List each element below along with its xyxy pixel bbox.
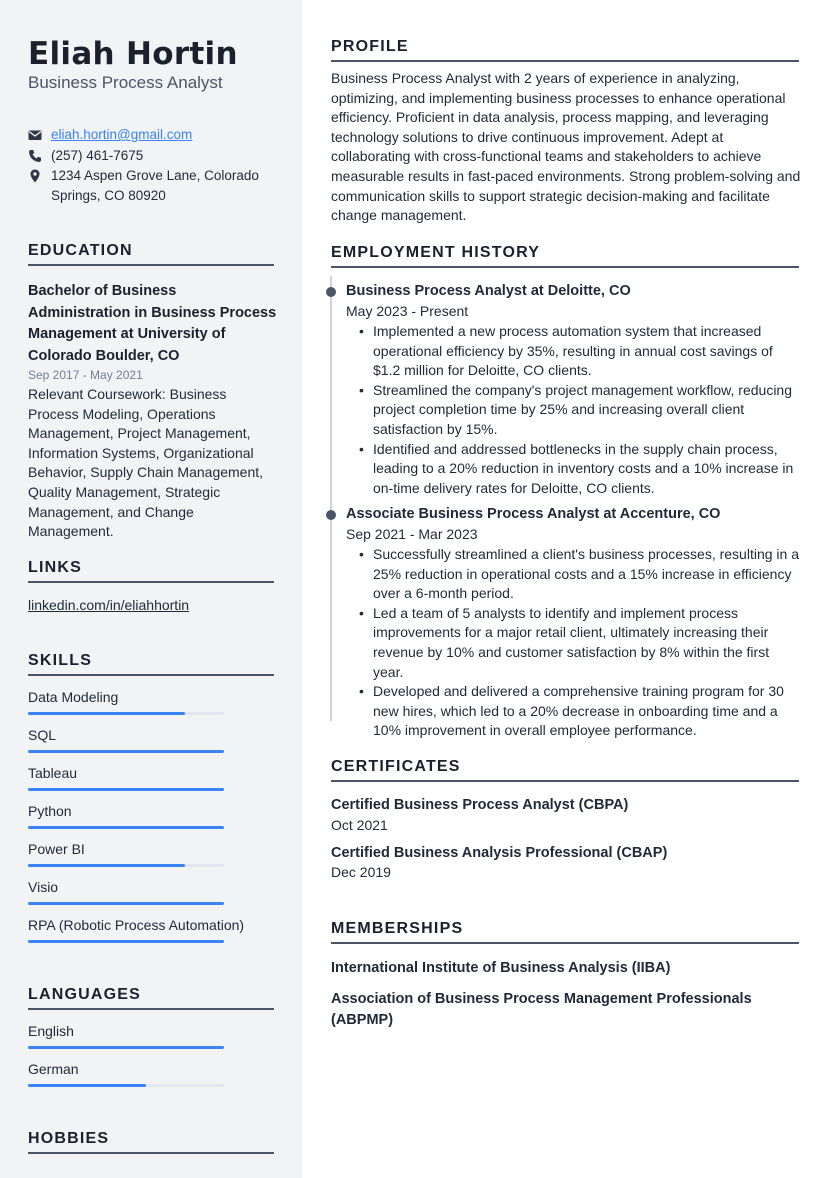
skill-name: SQL: [28, 727, 57, 743]
address-text: 1234 Aspen Grove Lane, Colorado Springs, CO 80920: [51, 168, 259, 203]
language-level-bar: [28, 1046, 224, 1049]
job-bullet: • Successfully streamlined a client's business processes, resulting in a 25% reduction in operational costs and a 15% increase in efficiency over a 6-month period.: [359, 546, 799, 602]
linkedin-link[interactable]: linkedin.com/in/eliahhortin: [28, 597, 190, 613]
certificate-name: Certified Business Process Analyst (CBPA): [331, 797, 629, 813]
employment-timeline: [330, 276, 332, 721]
certificate-date: Dec 2019: [331, 864, 391, 880]
job-bullets: [359, 545, 803, 741]
phone-icon: [28, 149, 42, 163]
language-name: German: [28, 1061, 79, 1077]
employment-heading: EMPLOYMENT HISTORY: [331, 244, 541, 261]
language-level-fill: [28, 1084, 146, 1087]
person-name: Eliah Hortin: [28, 36, 238, 72]
skill-level-bar: [28, 902, 224, 905]
certificates-heading: CERTIFICATES: [331, 758, 461, 775]
education-degree: Bachelor of Business Administration in Business Process Management at University of Colorado Boulder, CO: [28, 283, 277, 364]
job-bullet: • Led a team of 5 analysts to identify and implement process improvements for a major retail client, ultimately increasing their revenue by 10% and customer satisfaction by 8% within the first year.: [359, 604, 770, 680]
skill-level-bar: [28, 750, 224, 753]
language-level-fill: [28, 1046, 224, 1049]
phone-text: (257) 461-7675: [51, 148, 144, 163]
memberships-rule: [331, 942, 799, 944]
education-dates: Sep 2017 - May 2021: [28, 368, 143, 382]
job-dot: [326, 510, 336, 520]
skill-name: Tableau: [28, 765, 78, 781]
profile-rule: [331, 60, 799, 62]
certificate-name: Certified Business Analysis Professional (CBAP): [331, 845, 668, 861]
job-title: Business Process Analyst at Deloitte, CO: [346, 283, 631, 299]
skill-level-bar: [28, 826, 224, 829]
skill-level-fill: [28, 788, 224, 791]
skill-name: Data Modeling: [28, 689, 119, 705]
skill-level-bar: [28, 864, 224, 867]
skills-rule: [28, 674, 274, 676]
certificates-rule: [331, 780, 799, 782]
skill-name: RPA (Robotic Process Automation): [28, 917, 245, 933]
employment-rule: [331, 266, 799, 268]
skill-level-bar: [28, 788, 224, 791]
map-pin-icon: [28, 169, 42, 183]
hobbies-rule: [28, 1152, 274, 1154]
skill-name: Python: [28, 803, 72, 819]
skill-level-bar: [28, 940, 224, 943]
links-rule: [28, 581, 274, 583]
skill-level-bar: [28, 712, 224, 715]
envelope-icon: [28, 128, 42, 142]
skills-heading: SKILLS: [28, 652, 93, 669]
profile-heading: PROFILE: [331, 38, 409, 55]
job-dates: May 2023 - Present: [346, 303, 469, 319]
language-name: English: [28, 1023, 74, 1039]
contact-phone: [28, 146, 278, 166]
education-details: Relevant Coursework: Business Process Modeling, Operations Management, Project Management, Information Systems, Organizational Behavior, Supply Chain Management, Quality Management, Strategic Management, and Change Management.: [28, 386, 264, 540]
skill-name: Visio: [28, 879, 59, 895]
membership-item: Association of Business Process Management Professionals (ABPMP): [331, 991, 752, 1028]
skill-level-fill: [28, 826, 224, 829]
skill-name: Power BI: [28, 841, 85, 857]
skill-level-fill: [28, 940, 224, 943]
person-role: Business Process Analyst: [28, 73, 223, 92]
job-dot: [326, 287, 336, 297]
education-rule: [28, 264, 274, 266]
job-bullet: • Streamlined the company's project management workflow, reducing project completion time by 25% and increasing overall client satisfaction by 15%.: [359, 381, 792, 437]
skill-level-fill: [28, 750, 224, 753]
job-bullet: • Developed and delivered a comprehensive training program for 30 new hires, which led to a 20% decrease in onboarding time and a 10% improvement in overall employee performance.: [359, 683, 784, 739]
contact-address: [28, 166, 278, 206]
job-bullet: • Identified and addressed bottlenecks in the supply chain process, leading to a 20% reduction in inventory costs and a 10% increase in on-time delivery rates for Deloitte, CO clients.: [359, 440, 794, 496]
job-dates: Sep 2021 - Mar 2023: [346, 526, 478, 542]
language-level-bar: [28, 1084, 224, 1087]
skill-level-fill: [28, 712, 185, 715]
links-heading: LINKS: [28, 559, 82, 576]
languages-rule: [28, 1008, 274, 1010]
certificate-date: Oct 2021: [331, 817, 388, 833]
education-heading: EDUCATION: [28, 242, 133, 259]
job-title: Associate Business Process Analyst at Accenture, CO: [346, 506, 721, 522]
languages-heading: LANGUAGES: [28, 986, 142, 1003]
contact-email[interactable]: [28, 125, 278, 145]
email-link[interactable]: eliah.hortin@gmail.com: [51, 127, 193, 142]
skill-level-fill: [28, 864, 185, 867]
profile-summary: Business Process Analyst with 2 years of experience in analyzing, optimizing, and implementing business processes to enhance operational efficiency. Proficient in data analysis, process mapping, and leveraging technology solutions to drive continuous improvement. Adept at collaborating with cross-functional teams and stakeholders to achieve measurable results in fast-paced environments. Strong problem-solving and communication skills to support strategic decision-making and facilitate change management.: [331, 70, 801, 224]
hobbies-heading: HOBBIES: [28, 1130, 110, 1147]
job-bullets: [359, 322, 803, 498]
memberships-heading: MEMBERSHIPS: [331, 920, 464, 937]
skill-level-fill: [28, 902, 224, 905]
membership-item: International Institute of Business Analysis (IIBA): [331, 960, 671, 976]
job-bullet: • Implemented a new process automation system that increased operational efficiency by 35%, resulting in annual cost savings of $1.2 million for Deloitte, CO clients.: [359, 323, 773, 379]
